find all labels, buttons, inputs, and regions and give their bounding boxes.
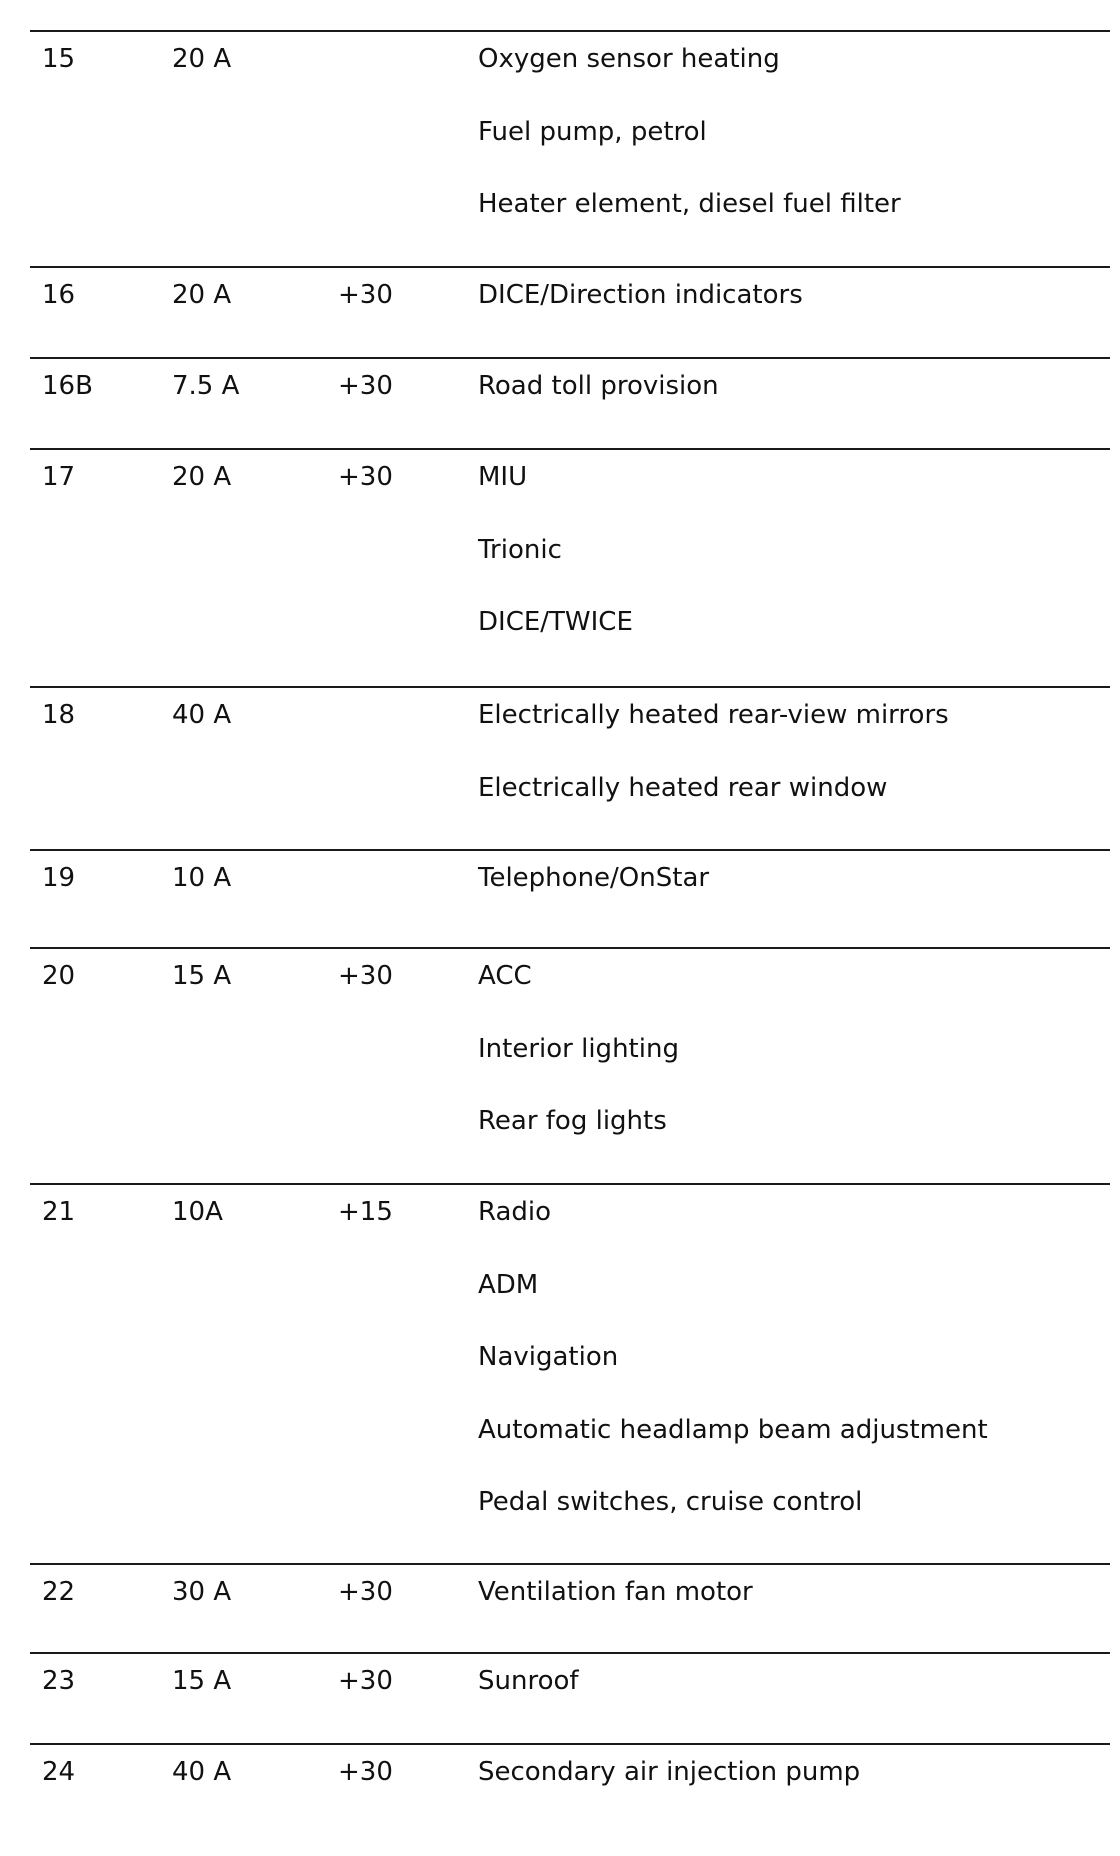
fuse-function: Oxygen sensor heating [478,44,780,74]
fuse-function: Road toll provision [478,371,719,401]
row-divider [30,1563,1110,1565]
row-divider [30,1183,1110,1185]
row-divider [30,1652,1110,1654]
fuse-function: Secondary air injection pump [478,1757,861,1787]
row-divider [30,947,1110,949]
fuse-number: 24 [42,1757,76,1787]
fuse-terminal: +30 [338,1757,393,1787]
fuse-amperage: 15 A [172,961,232,991]
fuse-function: ACC [478,961,532,991]
row-divider [30,30,1110,32]
fuse-function: Electrically heated rear window [478,773,888,803]
fuse-amperage: 7.5 A [172,371,240,401]
fuse-function: Trionic [478,535,562,565]
fuse-terminal: +30 [338,371,393,401]
fuse-terminal: +30 [338,462,393,492]
row-divider [30,266,1110,268]
fuse-amperage: 30 A [172,1577,232,1607]
fuse-number: 16 [42,280,76,310]
fuse-number: 22 [42,1577,76,1607]
fuse-function: Fuel pump, petrol [478,117,707,147]
fuse-function: Navigation [478,1342,619,1372]
fuse-function: Pedal switches, cruise control [478,1487,863,1517]
fuse-amperage: 40 A [172,1757,232,1787]
row-divider [30,849,1110,851]
fuse-terminal: +30 [338,1666,393,1696]
fuse-function: DICE/Direction indicators [478,280,803,310]
fuse-function: Heater element, diesel fuel filter [478,189,901,219]
row-divider [30,1743,1110,1745]
row-divider [30,686,1110,688]
fuse-function: Interior lighting [478,1034,679,1064]
fuse-function: Telephone/OnStar [478,863,710,893]
fuse-terminal: +30 [338,961,393,991]
fuse-number: 23 [42,1666,76,1696]
fuse-function: Automatic headlamp beam adjustment [478,1415,988,1445]
row-divider [30,448,1110,450]
fuse-number: 18 [42,700,76,730]
fuse-terminal: +15 [338,1197,393,1227]
fuse-amperage: 40 A [172,700,232,730]
fuse-amperage: 20 A [172,462,232,492]
fuse-function: Radio [478,1197,552,1227]
fuse-number: 17 [42,462,76,492]
fuse-function: Sunroof [478,1666,579,1696]
fuse-number: 16B [42,371,93,401]
fuse-amperage: 20 A [172,280,232,310]
fuse-number: 15 [42,44,76,74]
fuse-amperage: 10A [172,1197,223,1227]
row-divider [30,357,1110,359]
fuse-number: 21 [42,1197,76,1227]
fuse-terminal: +30 [338,1577,393,1607]
fuse-number: 20 [42,961,76,991]
fuse-amperage: 10 A [172,863,232,893]
fuse-function: Electrically heated rear-view mirrors [478,700,949,730]
fuse-function: Ventilation fan motor [478,1577,753,1607]
fuse-function: Rear fog lights [478,1106,667,1136]
fuse-function: DICE/TWICE [478,607,633,637]
fuse-amperage: 20 A [172,44,232,74]
fuse-function: MIU [478,462,528,492]
fuse-terminal: +30 [338,280,393,310]
fuse-function: ADM [478,1270,539,1300]
fuse-number: 19 [42,863,76,893]
fuse-amperage: 15 A [172,1666,232,1696]
